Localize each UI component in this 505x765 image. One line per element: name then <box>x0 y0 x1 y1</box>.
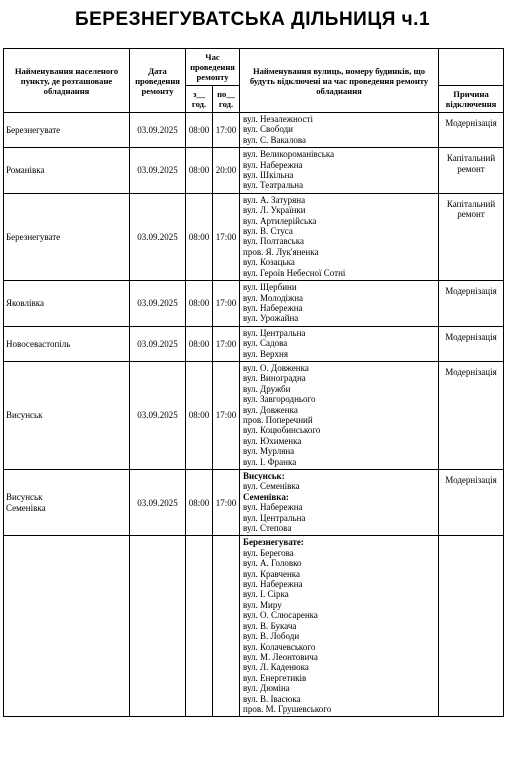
street-item: вул. Миру <box>243 599 282 610</box>
street-item: вул. Незалежності <box>243 114 313 124</box>
date-cell: 03.09.2025 <box>130 113 186 148</box>
settlement-cell <box>4 281 130 327</box>
street-group-title: Березнегувате: <box>243 537 304 548</box>
street-item: вул. Урожайна <box>243 313 299 324</box>
table-row <box>4 326 504 361</box>
street-item: вул. Центральна <box>243 512 306 523</box>
settlement-name: Новосевастопіль <box>6 338 71 349</box>
street-item: вул. Кравченка <box>243 568 301 579</box>
street-group-title: Семенівка: <box>243 491 289 502</box>
street-item: вул. О. Довженка <box>243 362 309 373</box>
header-time: Час проведення ремонту <box>186 49 240 86</box>
street-item: вул. Семенівка <box>243 481 300 492</box>
street-item: вул. Дружби <box>243 383 291 394</box>
outage-table <box>3 48 504 717</box>
street-item: вул. В. Стуса <box>243 226 293 237</box>
street-item: вул. В. Лободи <box>243 631 300 642</box>
time-from-cell <box>186 536 213 717</box>
time-to-cell: 20:00 <box>213 148 240 194</box>
street-item: пров. Я. Лук'яненка <box>243 246 319 257</box>
date-cell: 03.09.2025 <box>130 470 186 536</box>
header-reason-blank <box>439 49 504 86</box>
street-item: вул. Набережна <box>243 302 303 313</box>
street-item: вул. Полтавська <box>243 236 304 247</box>
street-item: вул. Степова <box>243 523 292 534</box>
street-item: пров. М. Грушевського <box>243 703 332 714</box>
street-item: вул. Л. Українки <box>243 205 306 216</box>
street-item: вул. Щербини <box>243 282 297 293</box>
header-settlement: Найменування населеного пункту, де розташоване обладнання <box>4 49 130 113</box>
street-item: вул. Героїв Небесної Сотні <box>243 267 346 278</box>
street-item: вул. Мурляна <box>243 446 295 457</box>
street-item: вул. Молодіжна <box>243 292 304 303</box>
settlement-cell <box>4 470 130 536</box>
reason-cell: Капітальний ремонт <box>439 148 504 194</box>
street-item: вул. І. Сірка <box>243 589 289 600</box>
reason-cell: Модернізація <box>439 113 504 148</box>
header-to: по__ год. <box>213 86 240 113</box>
street-group-title: Висунськ: <box>243 471 285 481</box>
date-cell: 03.09.2025 <box>130 326 186 361</box>
street-item: вул. Коцюбинського <box>243 425 321 436</box>
street-item: вул. Набережна <box>243 159 303 170</box>
time-to-cell: 17:00 <box>213 113 240 148</box>
settlement-name: Яковлівка <box>6 298 45 309</box>
time-to-cell: 17:00 <box>213 193 240 280</box>
settlement-cell <box>4 148 130 194</box>
header-streets: Найменування вулиць, номеру будинків, що будуть відключені на час проведення ремонту обладнання <box>240 49 439 113</box>
street-item: вул. Набережна <box>243 502 303 513</box>
street-item: вул. Театральна <box>243 180 304 191</box>
time-to-cell: 17:00 <box>213 470 240 536</box>
reason-cell <box>439 536 504 717</box>
street-item: вул. А. Затуряна <box>243 194 306 205</box>
settlement-cell <box>4 536 130 717</box>
streets-cell <box>240 361 439 469</box>
street-item: вул. Довженка <box>243 404 298 415</box>
street-item: вул. Великороманівська <box>243 149 335 160</box>
settlement-cell <box>4 326 130 361</box>
street-item: вул. Козацька <box>243 257 295 268</box>
settlement-name: Семенівка <box>6 502 46 513</box>
streets-cell <box>240 470 439 536</box>
street-item: вул. Енергетиків <box>243 672 307 683</box>
table-row <box>4 470 504 536</box>
time-to-cell: 17:00 <box>213 326 240 361</box>
header-from: з__ год. <box>186 86 213 113</box>
settlement-cell <box>4 113 130 148</box>
settlement-name: Березнегувате <box>6 124 61 135</box>
table-row <box>4 113 504 148</box>
street-item: вул. В. Івасюка <box>243 693 301 704</box>
header-date: Дата проведення ремонту <box>130 49 186 113</box>
street-item: вул. Верхня <box>243 348 289 359</box>
page-title: БЕРЕЗНЕГУВАТСЬКА ДІЛЬНИЦЯ ч.1 <box>74 9 431 30</box>
time-from-cell: 08:00 <box>186 148 213 194</box>
street-item: вул. Колачевського <box>243 641 316 652</box>
time-to-cell <box>213 536 240 717</box>
street-item: вул. Дюміна <box>243 683 290 694</box>
streets-cell <box>240 193 439 280</box>
date-cell: 03.09.2025 <box>130 193 186 280</box>
date-cell: 03.09.2025 <box>130 148 186 194</box>
reason-cell: Капітальний ремонт <box>439 193 504 280</box>
streets-cell <box>240 281 439 327</box>
street-item: вул. Шкільна <box>243 170 294 181</box>
reason-cell: Модернізація <box>439 361 504 469</box>
reason-cell: Модернізація <box>439 281 504 327</box>
street-item: вул. В. Букача <box>243 620 297 631</box>
street-item: вул. А. Головко <box>243 558 302 569</box>
time-from-cell: 08:00 <box>186 193 213 280</box>
table-row <box>4 361 504 469</box>
street-item: вул. Свободи <box>243 124 293 135</box>
streets-cell <box>240 148 439 194</box>
settlement-cell <box>4 193 130 280</box>
date-cell: 03.09.2025 <box>130 281 186 327</box>
street-item: вул. Садова <box>243 338 288 349</box>
table-row <box>4 148 504 194</box>
street-item: вул. Л. Каденюка <box>243 662 309 673</box>
time-to-cell: 17:00 <box>213 361 240 469</box>
time-from-cell: 08:00 <box>186 470 213 536</box>
streets-cell <box>240 113 439 148</box>
settlement-name: Висунськ <box>6 410 43 421</box>
table-row <box>4 536 504 717</box>
table-row <box>4 281 504 327</box>
street-item: вул. С. Вакалова <box>243 134 306 145</box>
date-cell <box>130 536 186 717</box>
street-item: вул. І. Франка <box>243 456 297 467</box>
streets-cell <box>240 536 439 717</box>
time-from-cell: 08:00 <box>186 281 213 327</box>
reason-cell: Модернізація <box>439 326 504 361</box>
date-cell: 03.09.2025 <box>130 361 186 469</box>
street-item: вул. Виноградна <box>243 373 306 384</box>
streets-cell <box>240 326 439 361</box>
street-item: пров. Поперечний <box>243 414 313 425</box>
settlement-name: Висунськ <box>6 492 43 503</box>
reason-cell: Модернізація <box>439 470 504 536</box>
time-to-cell: 17:00 <box>213 281 240 327</box>
settlement-name: Романівка <box>6 165 45 176</box>
time-from-cell: 08:00 <box>186 113 213 148</box>
time-from-cell: 08:00 <box>186 326 213 361</box>
settlement-name: Березнегувате <box>6 231 61 242</box>
table-body <box>4 113 504 717</box>
street-item: вул. Артилерійська <box>243 215 317 226</box>
settlement-cell <box>4 361 130 469</box>
street-item: вул. Берегова <box>243 547 294 558</box>
street-item: вул. Завгороднього <box>243 394 316 405</box>
street-item: вул. М. Леонтовича <box>243 651 318 662</box>
street-item: вул. Юхименка <box>243 435 302 446</box>
table-row <box>4 193 504 280</box>
street-item: вул. О. Слюсаренка <box>243 610 318 621</box>
street-item: вул. Центральна <box>243 327 306 338</box>
header-reason: Причина відключення <box>439 86 504 113</box>
time-from-cell: 08:00 <box>186 361 213 469</box>
street-item: вул. Набережна <box>243 579 303 590</box>
